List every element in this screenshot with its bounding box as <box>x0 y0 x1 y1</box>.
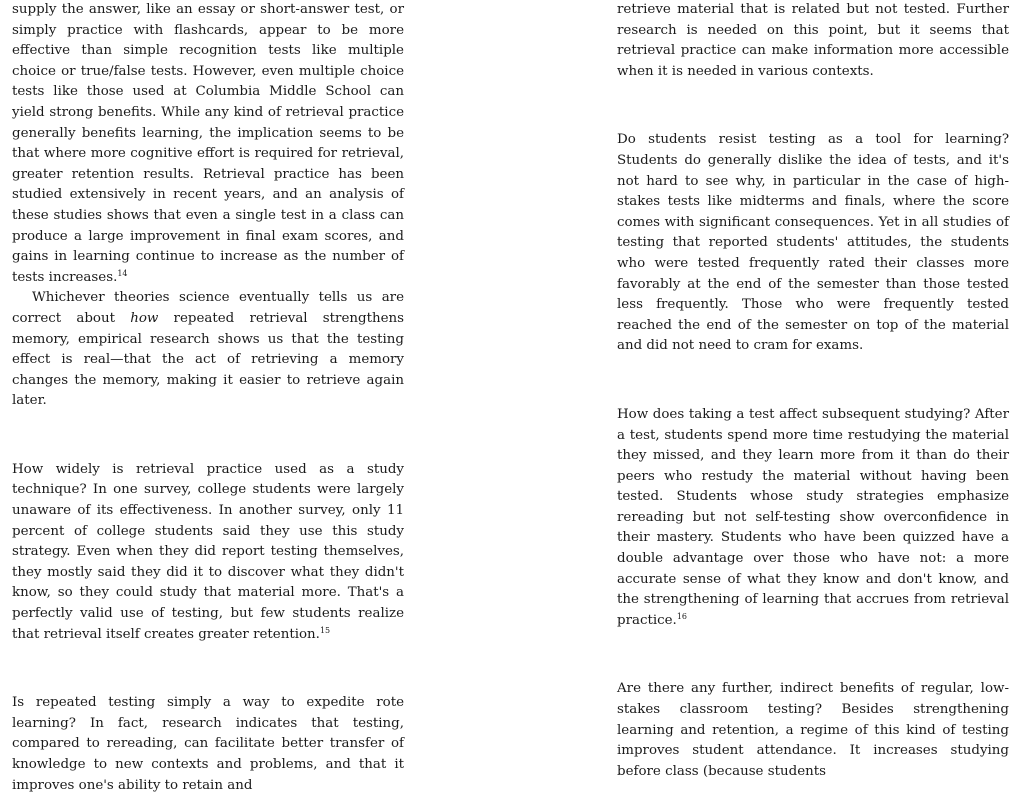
footnote-ref[interactable]: 14 <box>117 268 128 278</box>
paragraph <box>617 0 1009 82</box>
paragraph <box>12 0 404 288</box>
left-column <box>12 0 404 796</box>
footnote-ref[interactable]: 16 <box>676 611 687 621</box>
paragraph-text: Is repeated testing simply a way to expedite rote learning? In fact, research indicates that testing, compared to rereading, can facilitate better transfer of knowledge to new contexts and problems, and that it improves one's ability to retain and <box>12 695 404 793</box>
paragraph <box>617 405 1009 632</box>
paragraph <box>12 288 404 412</box>
paragraph-text: How does taking a test affect subsequent studying? After a test, students spend more time restudying the material they missed, and they learn more from it than do their peers who restudy the material without having been tested. Students whose study strategies emphasize rereading but not self-testing show overconfidence in their mastery. Students who have been quizzed have a double advantage over those who have not: a more accurate sense of what they know and don't know, and the strengthening of learning that accrues from retrieval practice. <box>617 406 1009 628</box>
paragraph-text: supply the answer, like an essay or short-answer test, or simply practice with flashcards, appear to be more effective than simple recognition tests like multiple choice or true/false tests. However, even multiple choice tests like those used at Columbia Middle School can yield strong benefits. While any kind of retrieval practice generally benefits learning, the implication seems to be that where more cognitive effort is required for retrieval, greater retention results. Retrieval practice has been studied extensively in recent years, and an analysis of these studies shows that even a single test in a class can produce a large improvement in final exam scores, and gains in learning continue to increase as the number of tests increases. <box>12 2 404 285</box>
paragraph-text: repeated retrieval strengthens memory, empirical research shows us that the testing effect is real—that the act of retrieving a memory changes the memory, making it easier to retrieve again later. <box>12 310 404 409</box>
paragraph-text: retrieve material that is related but not tested. Further research is needed on this point, but it seems that retrieval practice can make information more accessible when it is needed in various contexts. <box>617 2 1009 79</box>
paragraph-text: Do students resist testing as a tool for learning? Students do generally dislike the idea of tests, and it's not hard to see why, in particular in the case of high-stakes tests like midterms and finals, where the score comes with significant consequences. Yet in all studies of testing that reported students' attitudes, the students who were tested frequently rated their classes more favorably at the end of the semester than those tested less frequently. Those who were frequently tested reached the end of the semester on top of the material and did not need to cram for exams. <box>617 132 1009 354</box>
right-column <box>617 0 1009 782</box>
paragraph-text: How widely is retrieval practice used as a study technique? In one survey, college students were largely unaware of its effectiveness. In another survey, only 11 percent of college students said they use this study strategy. Even when they did report testing themselves, they mostly said they did it to discover what they didn't know, so they could study that material more. That's a perfectly valid use of testing, but few students realize that retrieval itself creates greater retention. <box>12 461 404 642</box>
paragraph-text: Are there any further, indirect benefits of regular, low-stakes classroom testing? Besides strengthening learning and retention, a regime of this kind of testing improves student attendance. It increases studying before class (because students <box>617 681 1009 779</box>
paragraph <box>617 130 1009 357</box>
paragraph-text: Whichever theories science eventually tells us are correct about <box>12 290 404 326</box>
footnote-ref[interactable]: 15 <box>319 625 331 635</box>
paragraph <box>12 693 404 796</box>
paragraph <box>12 460 404 645</box>
paragraph <box>617 679 1009 782</box>
emphasis-text: how <box>130 310 159 326</box>
